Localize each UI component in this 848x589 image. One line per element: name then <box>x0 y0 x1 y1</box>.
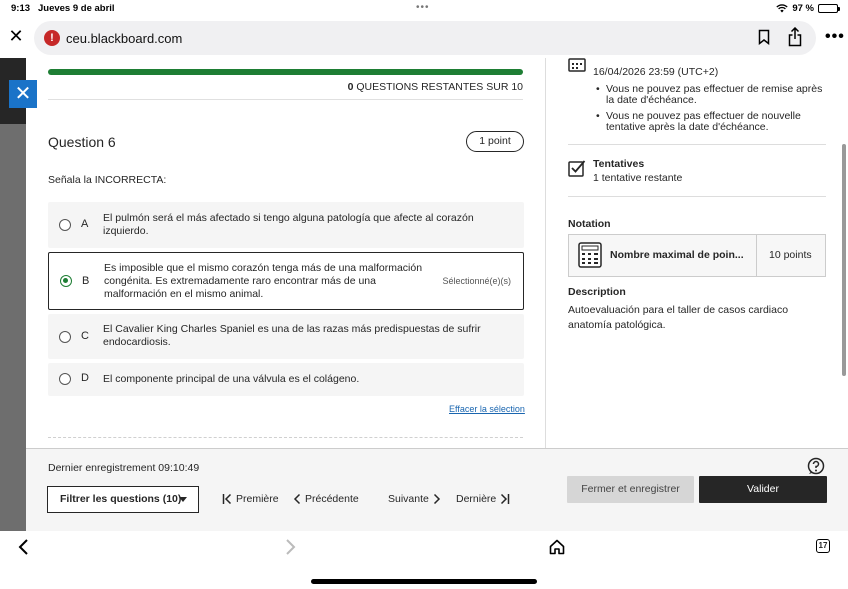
scrollbar[interactable] <box>842 144 846 376</box>
home-indicator <box>311 579 537 584</box>
max-points-label: Nombre maximal de poin... <box>610 249 744 261</box>
option-text: El pulmón será el más afectado si tengo alguna patología que afecte al corazón izquierdo. <box>103 212 474 237</box>
chevron-left-icon <box>293 493 301 505</box>
answer-option-b[interactable] <box>48 252 524 310</box>
due-rule: • Vous ne pouvez pas effectuer de nouvelle tentative après la date d'échéance. <box>596 111 828 133</box>
due-rules <box>596 84 828 138</box>
radio-button[interactable] <box>59 373 71 385</box>
max-points-card <box>568 234 826 277</box>
questions-remaining: 0 QUESTIONS RESTANTES SUR 10 <box>347 81 523 93</box>
radio-button-selected[interactable] <box>60 275 72 287</box>
nav-first-button[interactable]: Première <box>222 493 279 505</box>
last-saved: Dernier enregistrement 09:10:49 <box>48 462 200 474</box>
filter-questions-dropdown[interactable] <box>47 486 199 513</box>
page <box>0 58 848 531</box>
close-panel-button[interactable]: ✕ <box>9 80 37 108</box>
points-badge: 1 point <box>466 131 524 152</box>
description-text: Autoevaluación para el taller de casos cardiaco anatomía patológica. <box>568 304 789 331</box>
max-points-value: 10 points <box>769 249 812 261</box>
calendar-icon <box>568 58 586 72</box>
option-text: El Cavalier King Charles Spaniel es una de las razas más predispuestas de sufrir endocardiosis. <box>103 323 481 348</box>
browser-toolbar <box>0 18 848 58</box>
bookmark-icon[interactable] <box>758 29 770 45</box>
nav-next-button[interactable]: Suivante <box>388 493 441 505</box>
home-icon[interactable] <box>549 539 565 555</box>
battery-percent: 97 % <box>792 3 814 14</box>
question-title: Question 6 <box>48 134 116 150</box>
option-letter: A <box>81 218 89 230</box>
selected-label: Sélectionné(e)(s) <box>442 276 511 286</box>
back-icon[interactable] <box>17 538 31 556</box>
answer-option-d[interactable] <box>48 363 524 396</box>
status-bar <box>0 0 848 18</box>
save-and-close-button[interactable]: Fermer et enregistrer <box>567 476 694 503</box>
close-icon[interactable]: ✕ <box>8 26 24 46</box>
attempts-title: Tentatives <box>593 158 645 170</box>
first-page-icon <box>222 493 232 505</box>
share-icon[interactable] <box>788 27 802 47</box>
url-text[interactable]: ceu.blackboard.com <box>66 31 183 46</box>
multitask-dots-icon[interactable]: ••• <box>416 2 430 13</box>
option-text: El componente principal de una válvula es el colágeno. <box>103 373 360 385</box>
option-letter: D <box>81 372 89 384</box>
answer-option-c[interactable] <box>48 314 524 359</box>
nav-last-button[interactable]: Dernière <box>456 493 510 505</box>
more-options-icon[interactable]: ••• <box>825 28 845 45</box>
option-letter: B <box>82 275 90 287</box>
clear-selection-link[interactable]: Effacer la sélection <box>449 404 525 414</box>
status-date: Jueves 9 de abril <box>38 3 115 14</box>
progress-bar <box>48 69 523 75</box>
due-rule: • Vous ne pouvez pas effectuer de remise après la date d'échéance. <box>596 84 828 106</box>
grading-title: Notation <box>568 218 611 230</box>
address-bar[interactable] <box>34 21 816 55</box>
status-time: 9:13 <box>11 3 31 14</box>
attempts-icon <box>568 159 586 177</box>
question-prompt: Señala la INCORRECTA: <box>48 174 167 186</box>
battery-icon <box>818 4 838 13</box>
nav-previous-button[interactable]: Précédente <box>293 493 359 505</box>
assessment-footer <box>26 448 848 531</box>
browser-bottom-bar <box>0 531 848 589</box>
answer-option-a[interactable] <box>48 202 524 248</box>
radio-button[interactable] <box>59 219 71 231</box>
option-text: Es imposible que el mismo corazón tenga más de una malformación congénita. Es extremadamente raro encontrar más de una malformación en el mismo animal. <box>104 262 423 300</box>
wifi-icon <box>776 4 788 13</box>
background-strip <box>0 58 26 531</box>
description-title: Description <box>568 286 626 298</box>
security-warning-icon[interactable]: ! <box>44 30 60 46</box>
chevron-down-icon <box>179 497 187 502</box>
attempts-value: 1 tentative restante <box>593 172 683 184</box>
chevron-right-icon <box>433 493 441 505</box>
last-page-icon <box>500 493 510 505</box>
filter-label: Filtrer les questions (10) <box>60 493 182 505</box>
status-right <box>776 3 838 14</box>
due-date: 16/04/2026 23:59 (UTC+2) <box>593 66 719 78</box>
calculator-icon <box>577 241 603 269</box>
option-letter: C <box>81 330 89 342</box>
forward-icon[interactable] <box>283 538 297 556</box>
submit-button[interactable]: Valider <box>699 476 827 503</box>
help-icon[interactable] <box>807 457 825 475</box>
radio-button[interactable] <box>59 331 71 343</box>
tabs-button[interactable]: 17 <box>816 539 830 553</box>
